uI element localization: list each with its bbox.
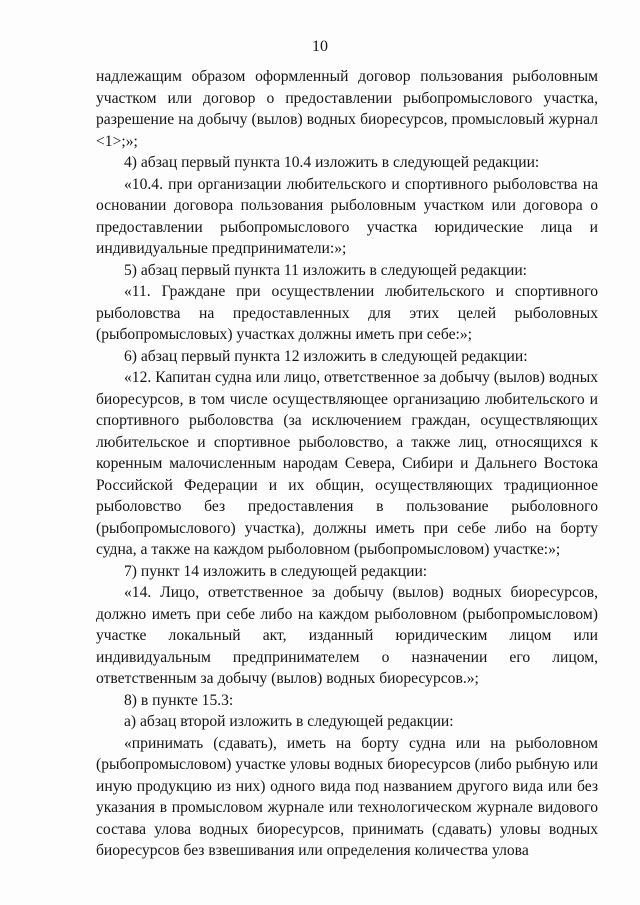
paragraph-amendment-4: 4) абзац первый пункта 10.4 изложить в следующей редакции: [124, 154, 540, 171]
paragraph-amendment-6: 6) абзац первый пункта 12 изложить в следующей редакции: [124, 347, 528, 365]
paragraph-quote-15-3: «принимать (сдавать), иметь на борту судна или на рыболовном (рыбопромысловом) участке уловы водных биоресурсов (либо рыбную или иную продукцию из них) одного вида под названием другого вида или без указания в промысловом журнале или технологическом журнале видового состава улова водных биоресурсов, принимать (сдавать) уловы водных биоресурсов без взвешивания или определения количества улова [96, 734, 598, 859]
paragraph-continuation: надлежащим образом оформленный договор пользования рыболовным участком или договор о предоставлении рыбопромыслового участка, разрешение на добычу (вылов) водных биоресурсов, промысловый журнал <1>;»; [96, 68, 598, 150]
paragraph-subitem-a: а) абзац второй изложить в следующей редакции: [124, 713, 454, 730]
paragraph-amendment-5: 5) абзац первый пункта 11 изложить в следующей редакции: [124, 261, 527, 279]
paragraph-amendment-8: 8) в пункте 15.3: [124, 691, 234, 709]
page-number: 10 [312, 38, 328, 55]
paragraph-quote-12: «12. Капитан судна или лицо, ответственное за добычу (вылов) водных биоресурсов, в том числе осуществляющее организацию любительского и спортивного рыболовства (за исключением граждан, осуществляющих любительское и спортивное рыболовство, а также лиц, относящихся к коренным малочисленным народам Севера, Сибири и Дальнего Востока Российской Федерации и их общин, осуществляющих традиционное рыболовство без предоставления в пользование рыболовного (рыбопромыслового) участка), должны иметь при себе либо на борту судна, а также на каждом рыболовном (рыбопромысловом) участке:»; [96, 369, 598, 558]
paragraph-amendment-7: 7) пункт 14 изложить в следующей редакции: [124, 562, 428, 580]
document-body [96, 66, 598, 862]
paragraph-quote-11: «11. Граждане при осуществлении любительского и спортивного рыболовства на предоставленных для этих целей рыболовных (рыбопромысловых) участках должны иметь при себе:»; [96, 283, 598, 343]
paragraph-quote-14: «14. Лицо, ответственное за добычу (вылов) водных биоресурсов, должно иметь при себе либо на каждом рыболовном (рыбопромысловом) участке локальный акт, изданный юридическим лицом или индивидуальным предпринимателем о назначении его лицом, ответственным за добычу (вылов) водных биоресурсов.»; [96, 584, 598, 687]
paragraph-quote-10-4: «10.4. при организации любительского и спортивного рыболовства на основании договора пользования рыболовным участком или договора о предоставлении рыбопромыслового участка юридические лица и индивидуальные предприниматели:»; [96, 175, 598, 257]
